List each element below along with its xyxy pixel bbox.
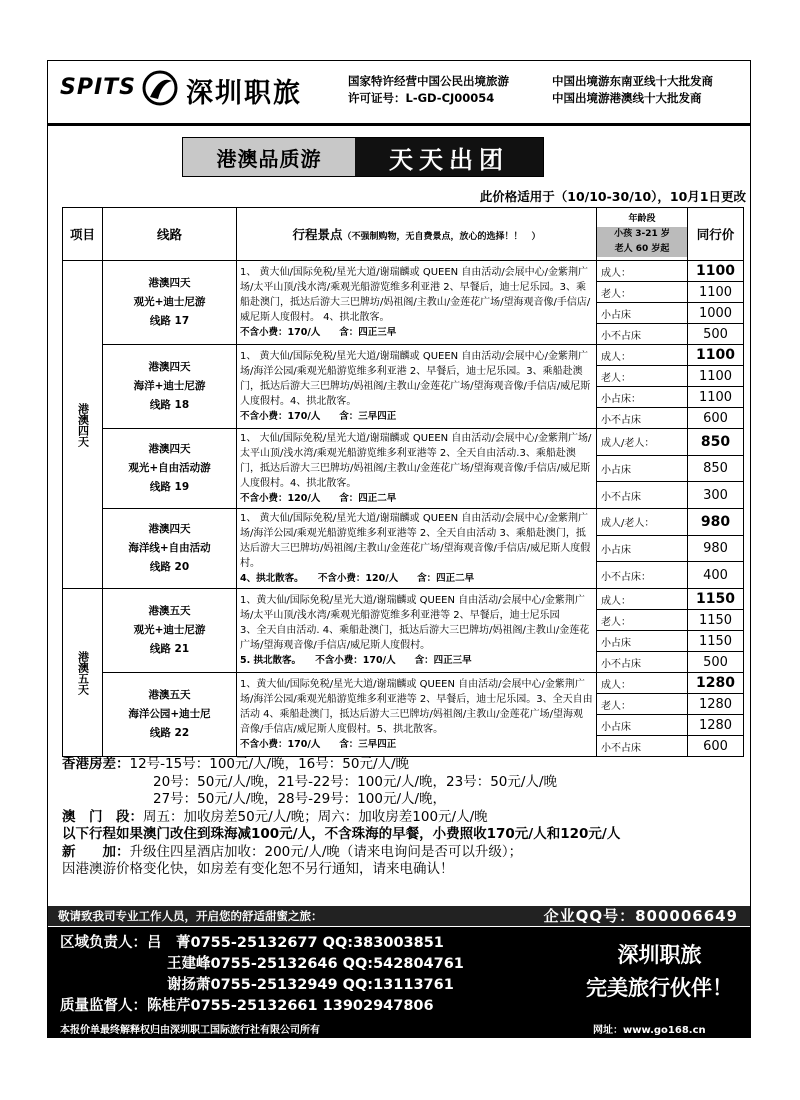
award-2: 中国出境游港澳线十大批发商 <box>552 91 702 105</box>
website-link[interactable]: 网址：www.go168.cn <box>593 1025 706 1036</box>
col-age <box>597 208 688 261</box>
route-title: 港澳四天 <box>148 277 191 289</box>
brand-swirl-icon <box>142 69 178 107</box>
fee-note: 不含小费：170/人 含：四正三早 <box>240 327 397 338</box>
thanks-bar <box>48 906 750 926</box>
price-label: 小不占床： <box>597 562 688 589</box>
price-label: 小占床 <box>597 535 688 562</box>
price-change-note: 因港澳游价格变化快，如房差有变化恕不另行通知，请来电确认！ <box>62 861 454 877</box>
price-value: 850 <box>688 455 744 482</box>
age-child: 小孩 3-21 岁 <box>597 227 687 242</box>
itinerary-text: 1、 黄大仙/国际免税/星光大道/谢瑞麟或 QUEEN 自由活动/会展中心/金紫荆广场/海洋公园/乘观光船游览维多利亚港 2、早餐后，迪士尼乐园。3、乘船赴澳门，抵达后游大三巴牌坊/妈祖阁/主教山/金莲花广场/望海观音像/手信店/威尼斯人度假村。4、拱北散客。 <box>240 351 591 407</box>
route-cell <box>103 673 237 757</box>
contact-list <box>60 933 464 1017</box>
price-label: 小不占床 <box>597 482 688 509</box>
price-label: 成人/老人： <box>597 429 688 456</box>
price-value: 300 <box>688 482 744 509</box>
price-label: 小占床： <box>597 387 688 408</box>
price-label: 小占床 <box>597 455 688 482</box>
contact-1: 区域负责人：吕 菁0755-25132677 QQ:383003851 <box>60 935 444 951</box>
age-title: 年龄段 <box>628 213 656 224</box>
route-sub: 海洋+迪士尼游 <box>133 380 206 392</box>
slogan-2: 完美旅行伙伴！ <box>586 976 733 1000</box>
price-value: 1150 <box>688 589 744 610</box>
price-value: 1100 <box>688 366 744 387</box>
thanks-text: 敬请致我司专业工作人员，开启您的舒适甜蜜之旅： <box>58 909 323 923</box>
route-code: 线路 18 <box>149 399 190 411</box>
price-table <box>62 207 744 757</box>
price-value: 1100 <box>688 387 744 408</box>
price-row <box>63 345 744 366</box>
fee-note: 4、拱北散客。 不含小费：120/人 含：四正二早 <box>240 573 475 584</box>
upgrade-label: 新 加： <box>62 843 130 860</box>
route-code: 线路 21 <box>149 643 190 655</box>
col-item: 项目 <box>63 208 103 261</box>
price-value: 850 <box>688 429 744 456</box>
price-value: 500 <box>688 652 744 673</box>
price-label: 小不占床 <box>597 652 688 673</box>
price-label: 小不占床 <box>597 736 688 757</box>
slogan-1: 深圳职旅 <box>617 943 702 967</box>
slogan <box>586 939 733 1005</box>
price-label: 老人： <box>597 282 688 303</box>
itinerary-cell <box>237 509 597 589</box>
awards-block <box>552 73 713 107</box>
price-label: 成人/老人： <box>597 509 688 536</box>
price-value: 1150 <box>688 631 744 652</box>
price-value: 600 <box>688 736 744 757</box>
price-label: 成人： <box>597 673 688 694</box>
col-route: 线路 <box>103 208 237 261</box>
price-value: 600 <box>688 408 744 429</box>
price-label: 小不占床 <box>597 324 688 345</box>
spits-logo: SPITS <box>60 75 137 100</box>
license-line-2: 许可证号：L-GD-CJ00054 <box>348 91 495 105</box>
price-label: 小占床 <box>597 303 688 324</box>
company-qq: 企业QQ号：800006649 <box>543 907 738 925</box>
route-title: 港澳四天 <box>148 443 191 455</box>
route-title: 港澳五天 <box>148 605 191 617</box>
route-sub: 海洋公园+迪士尼 <box>128 708 211 720</box>
price-value: 1100 <box>688 282 744 303</box>
route-sub: 观光+迪士尼游 <box>133 624 206 636</box>
price-label: 成人： <box>597 589 688 610</box>
route-cell <box>103 345 237 429</box>
notes <box>62 756 752 879</box>
price-value: 1280 <box>688 694 744 715</box>
price-label: 老人： <box>597 610 688 631</box>
route-title: 港澳四天 <box>148 523 191 535</box>
route-cell <box>103 589 237 673</box>
route-cell <box>103 429 237 509</box>
itinerary-cell <box>237 589 600 673</box>
header <box>48 61 752 123</box>
col-itin-note: （不强制购物，无自费景点，放心的选择！！ ） <box>342 232 541 242</box>
flyer-frame <box>47 60 751 1038</box>
price-value: 1150 <box>688 610 744 631</box>
itinerary-text: 1、 大仙/国际免税/星光大道/谢瑞麟或 QUEEN 自由活动/会展中心/金紫荆广场/太平山顶/浅水湾/乘观光船游览维多利亚港等 2、全天自由活动.3、乘船赴澳门，抵达后游大三巴牌坊/妈祖阁/主教山/金莲花广场/望海观音像/手信店/威尼斯人度假村。4、拱北散客。 <box>240 433 592 489</box>
age-senior: 老人 60 岁起 <box>597 242 687 257</box>
contact-3: 谢扬萧0755-25132949 QQ:13113761 <box>167 977 454 993</box>
group-name: 港澳五天 <box>63 589 103 757</box>
route-title: 港澳五天 <box>148 689 191 701</box>
contact-2: 王建峰0755-25132646 QQ:542804761 <box>167 956 464 972</box>
banner-right: 天天出团 <box>355 138 543 176</box>
validity-note: 此价格适用于（10/10-30/10），10月1日更改 <box>479 189 746 204</box>
itinerary-cell <box>237 429 597 509</box>
itinerary-text: 1、黄大仙/国际免税/星光大道/谢瑞麟或 QUEEN 自由活动/会展中心/金紫荆广场/海洋公园/乘观光船游览维多利亚港等 2、早餐后，迪士尼乐园。3、全天自由活动 4、乘船赴澳门，抵达后游大三巴牌坊/妈祖阁/主教山/金莲花广场/望海观音像/手信店/威尼斯人度假村。5、拱北散客。 <box>240 679 593 735</box>
itinerary-cell <box>237 345 597 429</box>
license-line-1: 国家特许经营中国公民出境旅游 <box>348 74 509 88</box>
route-cell <box>103 509 237 589</box>
price-row <box>63 429 744 456</box>
fee-note: 5. 拱北散客。 不含小费：170/人 含：四正三早 <box>240 655 472 666</box>
award-1: 中国出境游东南亚线十大批发商 <box>552 74 713 88</box>
hk-room-diff-1: 12号-15号：100元/人/晚，16号：50元/人/晚 <box>129 756 410 772</box>
itinerary-text: 1、黄大仙/国际免税/星光大道/谢瑞麟或 QUEEN 自由活动/会展中心/金紫荆广场/太平山顶/浅水湾/乘观光船游览维多利亚港等 2、早餐后，迪士尼乐园 3、全天自由活动. 4、乘船赴澳门，抵达后游大三巴牌坊/妈祖阁/主教山/金莲花广场/望海观音像/手信店/威尼斯人度假村。 <box>240 595 600 651</box>
footer-bottom <box>48 1017 750 1038</box>
macau-label: 澳 门 段： <box>62 808 143 825</box>
col-price: 同行价 <box>688 208 744 261</box>
price-row <box>63 589 744 610</box>
rights-note: 本报价单最终解释权归由深圳职工国际旅行社有限公司所有 <box>60 1025 320 1036</box>
upgrade-note: 升级住四星酒店加收：200元/人/晚（请来电询问是否可以升级）； <box>129 843 523 860</box>
fee-note: 不含小费：170/人 含：三早四正 <box>240 411 397 422</box>
itinerary-text: 1、 黄大仙/国际免税/星光大道/谢瑞麟或 QUEEN 自由活动/会展中心/金紫荆广场/太平山顶/浅水湾/乘观光船游览维多利亚港 2、早餐后，迪士尼乐园。3、乘船赴澳门，抵达后游大三巴牌坊/妈祖阁/主教山/金莲花广场/望海观音像/手信店/威尼斯人度假村。 4、拱北散客。 <box>240 267 591 323</box>
price-value: 500 <box>688 324 744 345</box>
route-code: 线路 20 <box>149 561 190 573</box>
hk-room-diff-2: 20号：50元/人/晚，21号-22号：100元/人/晚，23号：50元/人/晚 <box>153 773 557 790</box>
footer-contacts <box>48 927 750 1017</box>
price-label: 成人： <box>597 261 688 282</box>
itinerary-text: 1、 黄大仙/国际免税/星光大道/谢瑞麟或 QUEEN 自由活动/会展中心/金紫荆广场/海洋公园/乘观光船游览维多利亚港等 2、全天自由活动 3、乘船赴澳门，抵达后游大三巴牌坊/妈祖阁/主教山/金莲花广场/望海观音像/手信店/威尼斯人度假村。 <box>240 513 591 569</box>
zhuhai-note: 以下行程如果澳门改住到珠海减100元/人，不含珠海的早餐，小费照收170元/人和120元/人 <box>62 826 621 842</box>
price-value: 1100 <box>688 345 744 366</box>
title-banner <box>182 137 544 177</box>
price-value: 1280 <box>688 673 744 694</box>
route-code: 线路 17 <box>149 315 190 327</box>
license-block <box>348 73 509 107</box>
itinerary-cell <box>237 673 597 757</box>
price-value: 1100 <box>688 261 744 282</box>
price-row <box>63 673 744 694</box>
route-sub: 观光+自由活动游 <box>128 462 211 474</box>
price-row <box>63 261 744 282</box>
route-sub: 海洋线+自由活动 <box>128 542 211 554</box>
price-value: 980 <box>688 535 744 562</box>
price-label: 老人： <box>597 366 688 387</box>
price-label: 小占床 <box>597 715 688 736</box>
route-title: 港澳四天 <box>148 361 191 373</box>
fee-note: 不含小费：170/人 含：三早四正 <box>240 739 397 750</box>
brand-name: 深圳职旅 <box>186 78 302 109</box>
col-itin-title: 行程景点 <box>292 227 343 242</box>
banner-left: 港澳品质游 <box>183 138 355 176</box>
price-label: 小占床 <box>597 631 688 652</box>
route-code: 线路 19 <box>149 481 190 493</box>
route-cell <box>103 261 237 345</box>
itinerary-cell <box>237 261 597 345</box>
price-value: 1280 <box>688 715 744 736</box>
price-label: 成人： <box>597 345 688 366</box>
fee-note: 不含小费：120/人 含：四正二早 <box>240 493 397 504</box>
price-label: 小不占床 <box>597 408 688 429</box>
macau-room-diff: 周五：加收房差50元/人/晚；周六：加收房差100元/人/晚 <box>143 808 488 825</box>
col-itinerary <box>237 208 597 261</box>
price-label: 老人： <box>597 694 688 715</box>
route-code: 线路 22 <box>149 727 190 739</box>
price-value: 980 <box>688 509 744 536</box>
price-value: 400 <box>688 562 744 589</box>
quality-supervisor: 质量监督人：陈桂芹0755-25132661 13902947806 <box>60 998 434 1014</box>
route-sub: 观光+迪士尼游 <box>133 296 206 308</box>
hk-room-diff-3: 27号：50元/人/晚，28号-29号：100元/人/晚， <box>153 791 447 807</box>
price-value: 1000 <box>688 303 744 324</box>
hk-room-diff-label: 香港房差： <box>62 756 130 772</box>
group-name: 港澳四天 <box>63 261 103 589</box>
header-divider <box>48 123 750 127</box>
price-row <box>63 509 744 536</box>
